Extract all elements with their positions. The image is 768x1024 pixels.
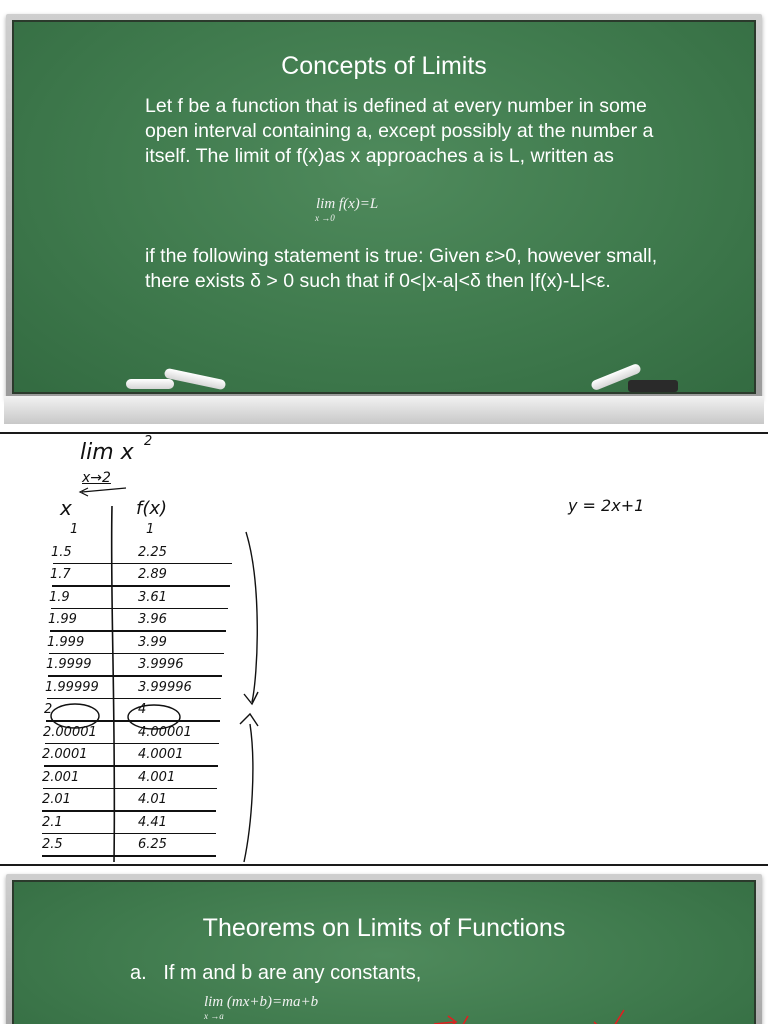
table-row-line xyxy=(48,675,222,677)
limit-formula: lim f(x)=L xyxy=(316,196,379,212)
table-row-line xyxy=(42,810,216,812)
table-cell-fx: 2.25 xyxy=(138,544,167,560)
table-cell-x: 2.00001 xyxy=(43,724,97,740)
chalkboard-frame-2 xyxy=(6,874,762,1024)
table-cell-x: 1.5 xyxy=(51,544,72,560)
slide-concepts-of-limits xyxy=(0,0,768,432)
table-row-line xyxy=(45,743,219,745)
table-cell-x: 1.7 xyxy=(50,567,71,582)
table-row-line xyxy=(46,720,220,722)
theorem-item-a: a. If m and b are any constants, xyxy=(130,962,422,984)
table-row-line xyxy=(53,563,232,565)
theorem-formula: lim (mx+b)=ma+b xyxy=(204,994,319,1010)
table-row-line xyxy=(50,630,226,632)
table-cell-x: 2 xyxy=(44,702,53,717)
definition-paragraph: Let f be a function that is defined at every number in some open interval containing a, except possibly at the number a itself. The limit of f(x)as x approaches a is L, written as xyxy=(145,95,654,167)
table-cell-fx: 2.89 xyxy=(138,567,167,582)
table-row-line xyxy=(43,788,217,790)
table-cell-x: 1.99999 xyxy=(45,679,99,695)
table-cell-fx: 4.001 xyxy=(138,769,176,785)
table-cell-fx: 4.0001 xyxy=(138,747,184,762)
table-row-line xyxy=(49,653,224,655)
side-equation: y = 2x+1 xyxy=(568,496,645,515)
table-cell-x: 1 xyxy=(70,522,79,537)
table-cell-fx: 4.41 xyxy=(138,814,167,830)
table-cell-fx: 4.01 xyxy=(138,792,167,807)
table-cell-x: 2.01 xyxy=(42,792,71,807)
chalkboard-ledge xyxy=(4,396,764,424)
chalkboard xyxy=(12,20,756,394)
table-row-line xyxy=(44,765,218,767)
table-cell-fx: 3.96 xyxy=(138,612,167,627)
theorem-formula-subscript: x →a xyxy=(204,1011,224,1021)
epsilon-delta-paragraph: if the following statement is true: Given ε>0, however small, there exists δ > 0 such that if 0<|x-a|<δ then |f(x)-L|<ε. xyxy=(145,245,658,292)
table-cell-x: 2.5 xyxy=(42,837,63,852)
table-row-line xyxy=(42,833,216,835)
table-row-line xyxy=(51,608,228,610)
table-cell-fx: 6.25 xyxy=(138,837,167,852)
table-cell-fx: 3.99 xyxy=(138,634,167,650)
table-cell-fx: 3.99996 xyxy=(138,679,192,695)
slide-theorems-on-limits xyxy=(0,866,768,1024)
column-header-fx: f(x) xyxy=(136,498,168,519)
table-cell-x: 1.9 xyxy=(49,589,70,605)
limit-formula-subscript: x →0 xyxy=(315,213,335,223)
table-lines xyxy=(0,434,768,864)
table-row-line xyxy=(52,585,230,587)
table-row-line xyxy=(42,855,216,857)
table-cell-x: 1.9999 xyxy=(46,657,92,672)
table-cell-x: 2.0001 xyxy=(42,747,88,762)
exponent: 2 xyxy=(144,434,153,449)
chalkboard-2 xyxy=(12,880,756,1024)
table-row-line xyxy=(47,698,221,700)
table-cell-x: 1.99 xyxy=(48,612,77,627)
table-cell-x: 2.1 xyxy=(42,814,63,830)
handwritten-notes xyxy=(0,434,768,864)
table-cell-x: 1.999 xyxy=(47,634,85,650)
eraser xyxy=(628,380,678,392)
table-cell-fx: 3.9996 xyxy=(138,657,184,672)
table-cell-fx: 4 xyxy=(138,702,147,717)
chalkboard-frame xyxy=(6,14,762,400)
approach-label: x→2 xyxy=(82,470,111,486)
chalk-piece-left xyxy=(126,379,174,389)
column-header-x: x xyxy=(60,496,72,520)
table-cell-fx: 1 xyxy=(146,522,155,537)
slide-title: Concepts of Limits xyxy=(281,52,487,80)
red-annotations xyxy=(424,1000,768,1024)
table-cell-fx: 4.00001 xyxy=(138,724,192,740)
slide-title-2: Theorems on Limits of Functions xyxy=(202,914,566,942)
lim-text: lim x xyxy=(80,440,134,465)
table-cell-fx: 3.61 xyxy=(138,589,167,605)
table-cell-x: 2.001 xyxy=(42,769,80,785)
